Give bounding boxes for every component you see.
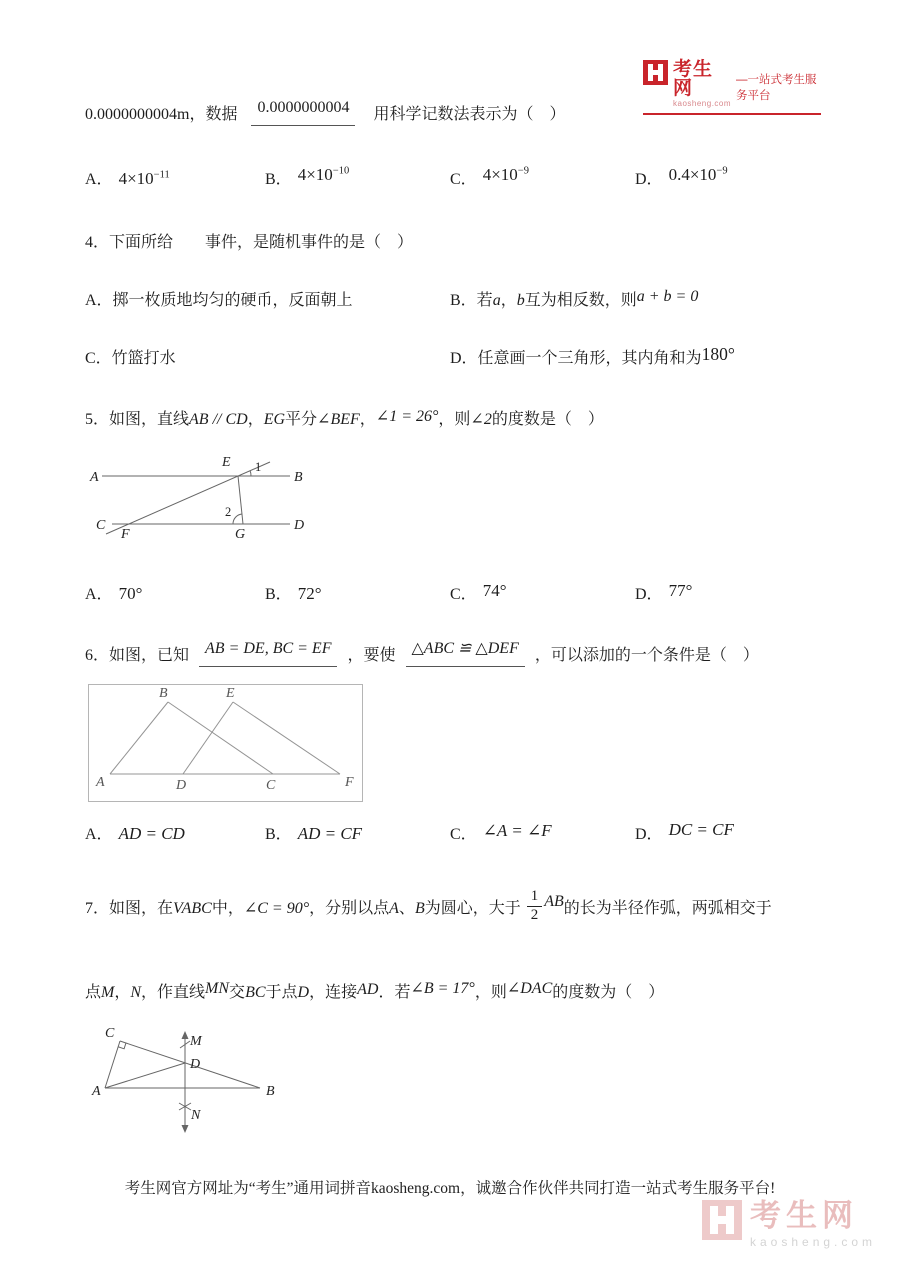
point-label: B <box>266 1084 275 1099</box>
q6-option-a <box>85 821 185 844</box>
watermark-icon <box>702 1200 742 1240</box>
math-run <box>669 165 728 184</box>
q5-figure <box>88 449 323 554</box>
text-run: 的度数是（ ） <box>491 411 604 428</box>
text-run: ，则 <box>438 411 471 428</box>
option-label: A． <box>85 171 113 188</box>
footer-slogan <box>0 1176 900 1198</box>
q4-option-c: C．竹篮打水 <box>85 350 176 367</box>
text-run: D．任意画一个三角形，其内角和为 <box>450 350 702 367</box>
option-label: C． <box>450 171 477 188</box>
text-run: 0.4×10 <box>668 165 717 184</box>
point-label: F <box>345 775 354 790</box>
math-run: ∠BEF <box>317 411 360 428</box>
text-run: ，数据 <box>189 106 238 123</box>
option-label: A． <box>85 586 113 603</box>
text-run: ．若 <box>378 984 411 1001</box>
equation-blank <box>251 99 355 126</box>
q5-option-c <box>450 581 507 604</box>
brand-block <box>673 60 731 108</box>
text-run: 6．如图，已知 <box>85 647 190 664</box>
option-label: B． <box>265 826 292 843</box>
watermark-brand: 考生网 <box>750 1198 858 1233</box>
point-label: A <box>90 470 99 485</box>
fraction-numerator: 1 <box>527 889 543 907</box>
option-value: 77° <box>668 581 693 600</box>
math-run: a <box>492 292 501 309</box>
text-run: 考生网官方网址为“考生”通用词拼音kaosheng.com，诚邀合作伙伴共同打造一站式考生服务平台! <box>124 1180 776 1197</box>
text-run: 、 <box>398 899 415 917</box>
text-run: ， <box>247 411 264 428</box>
text-run: ，可以添加的一个条件是（ ） <box>534 647 759 664</box>
point-label: A <box>92 1084 101 1099</box>
option-label: C． <box>450 586 477 603</box>
text-run: 交 <box>229 984 246 1001</box>
text-run: 点 <box>85 984 102 1001</box>
text-run: 4×10 <box>297 165 333 184</box>
point-label: F <box>121 527 130 542</box>
math-run: ∠B = 17° <box>410 980 475 997</box>
math-run: 180° <box>701 344 735 364</box>
text-run: 互为相反数，则 <box>524 292 637 309</box>
brand-name: 考生网 <box>673 59 714 99</box>
math-run: ∠2 <box>470 411 492 428</box>
option-label: D． <box>635 826 663 843</box>
angle-label: 2 <box>225 505 232 519</box>
text-run: 4．下面所给 事件，是随机事件的是（ ） <box>85 234 414 251</box>
math-run: a + b = 0 <box>636 288 699 305</box>
option-label: C． <box>450 826 477 843</box>
q5-stem <box>85 406 604 429</box>
point-label: B <box>294 470 303 485</box>
option-label: A． <box>85 826 113 843</box>
q6-option-d <box>635 821 734 844</box>
exponent: −11 <box>153 169 170 181</box>
point-label: D <box>176 778 187 793</box>
option-label: B． <box>265 171 292 188</box>
point-label: C <box>266 778 276 793</box>
point-label: C <box>96 518 106 533</box>
point-label: C <box>105 1026 115 1041</box>
text-run: 的度数为（ ） <box>552 984 665 1001</box>
q3-option-a <box>85 166 170 189</box>
q5-option-b <box>265 581 322 604</box>
brand-domain: kaosheng.com <box>673 99 732 108</box>
q3-options <box>0 166 900 196</box>
option-value: DC = CF <box>668 820 734 839</box>
math-run <box>483 165 529 184</box>
option-value: AD = CF <box>297 824 363 843</box>
text-run: ， <box>500 292 517 309</box>
math-run: AB <box>544 892 564 910</box>
watermark-text <box>750 1200 876 1248</box>
point-label: A <box>96 775 105 790</box>
text-run: 平分 <box>285 411 318 428</box>
point-label: E <box>222 455 231 470</box>
exponent: −9 <box>517 165 529 177</box>
watermark-domain: kaosheng.com <box>750 1235 877 1249</box>
text-run: ，要使 <box>347 647 396 664</box>
text-run: B．若 <box>450 292 493 309</box>
q3-stem <box>85 101 565 126</box>
text-run: 于点 <box>265 984 298 1001</box>
text-run: 7．如图，在 <box>85 899 174 917</box>
math-run: M <box>101 984 115 1001</box>
math-run: ∠C = 90° <box>243 899 310 917</box>
text-run: ，则 <box>474 984 507 1001</box>
q7-stem-line1 <box>85 888 772 927</box>
q4-option-a: A．掷一枚质地均匀的硬币，反面朝上 <box>85 292 353 309</box>
math-run: ∠1 = 26° <box>375 408 439 425</box>
point-label: G <box>235 527 246 542</box>
q6-option-c <box>450 821 552 844</box>
text-run: ，作直线 <box>141 984 206 1001</box>
math-run: BC <box>245 984 266 1001</box>
option-value: 72° <box>297 584 322 603</box>
q4-option-b <box>450 287 698 310</box>
text-run: 中， <box>211 899 244 917</box>
math-run: N <box>130 984 142 1001</box>
equation-blank <box>406 640 525 667</box>
text-run: ，连接 <box>309 984 358 1001</box>
q3-option-d <box>635 166 728 189</box>
text-run: ， <box>359 411 376 428</box>
option-value: AD = CD <box>118 824 185 843</box>
point-label: M <box>190 1034 202 1049</box>
q5-option-a <box>85 581 142 604</box>
math-run: b <box>516 292 525 309</box>
point-label: D <box>190 1057 201 1072</box>
math-run: ∠DAC <box>506 980 553 997</box>
text-run: ， <box>114 984 131 1001</box>
math-run: MN <box>205 980 230 997</box>
fraction-denominator: 2 <box>530 906 539 923</box>
text-run: 4×10 <box>482 165 518 184</box>
fraction <box>527 889 543 924</box>
q6-option-b <box>265 821 362 844</box>
option-value: ∠A = ∠F <box>482 821 552 840</box>
q5-option-d <box>635 581 692 604</box>
watermark <box>702 1200 876 1248</box>
text-run: ，分别以点 <box>309 899 390 917</box>
point-label: D <box>294 518 305 533</box>
math-run <box>298 165 350 184</box>
q4-stem <box>85 229 413 252</box>
q6-stem <box>85 642 759 667</box>
angle-label: 1 <box>255 460 262 474</box>
math-run <box>119 169 170 188</box>
option-value: 70° <box>118 584 143 603</box>
option-label: D． <box>635 171 663 188</box>
math-run: VABC <box>173 899 212 917</box>
math-run: A <box>389 899 399 917</box>
header-logo <box>643 60 821 115</box>
text-run: 4×10 <box>118 169 154 188</box>
math-run: AD <box>357 981 379 998</box>
option-label: D． <box>635 586 663 603</box>
math-run: EG <box>263 411 286 428</box>
q6-figure <box>88 684 363 802</box>
q3-option-c <box>450 166 529 189</box>
option-value: 74° <box>482 581 507 600</box>
point-label: N <box>191 1108 201 1123</box>
point-label: B <box>159 686 168 701</box>
text-run: 5．如图，直线 <box>85 411 190 428</box>
equation-blank <box>199 640 337 667</box>
exponent: −9 <box>716 165 728 177</box>
option-label: B． <box>265 586 292 603</box>
point-label: E <box>226 686 235 701</box>
q7-stem-line2 <box>85 979 664 1002</box>
math-run: D <box>297 984 310 1001</box>
text-run: 用科学记数法表示为（ ） <box>373 106 566 123</box>
text-run: 0.0000000004m <box>85 106 190 123</box>
math-run: △ABC ≌ △DEF <box>411 640 519 657</box>
text-run: 为圆心，大于 <box>424 899 521 917</box>
q7-figure <box>90 1026 290 1138</box>
math-run: AB // CD <box>189 411 248 428</box>
exponent: −10 <box>332 165 350 177</box>
q3-option-b <box>265 166 349 189</box>
math-run: AB = DE, BC = EF <box>205 640 332 657</box>
text-run: 的长为半径作弧，两弧相交于 <box>563 899 772 917</box>
math-run: 0.0000000004 <box>257 99 350 116</box>
brand-tagline: —一站式考生服务平台 <box>736 74 817 102</box>
brand-icon <box>643 60 668 85</box>
math-run: B <box>414 899 425 917</box>
q4-option-d <box>450 345 735 368</box>
